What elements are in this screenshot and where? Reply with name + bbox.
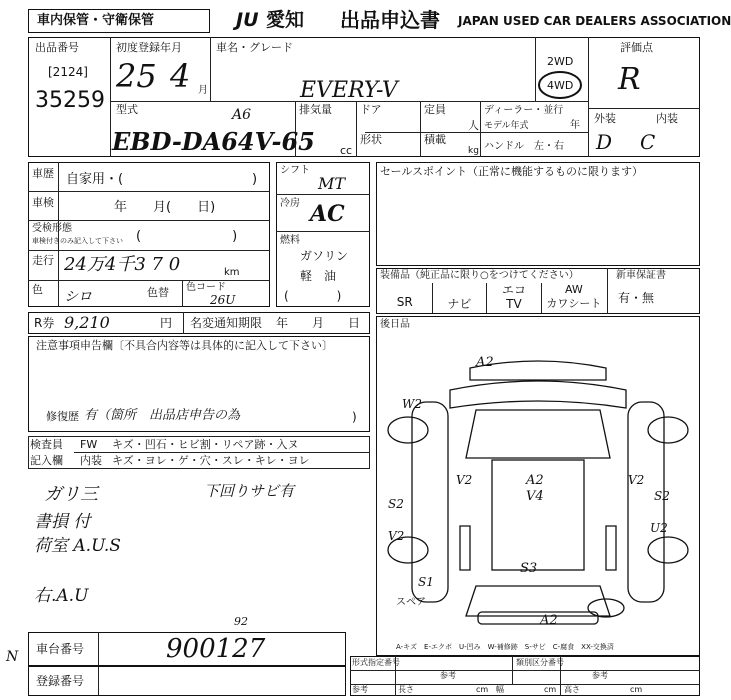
form-title: 出品申込書	[340, 8, 440, 32]
chassis-small: 92	[234, 615, 248, 628]
receipt-label: 受検形態	[32, 223, 72, 234]
reg-month-unit: 月	[198, 85, 208, 96]
car-label: 車名・グレード	[216, 41, 293, 54]
reg-label: 初度登録年月	[116, 41, 182, 54]
cc-unit: cc	[340, 144, 353, 157]
spec-width: 幅	[496, 685, 504, 694]
storage-stamp	[28, 9, 210, 33]
sales-point-label: セールスポイント（正常に機能するものに限ります）	[380, 165, 644, 178]
fuel-oil: 軽 油	[300, 269, 337, 283]
interior-check-label: 内装	[80, 454, 102, 467]
mileage-value: 24万4千3 7 0	[64, 254, 181, 275]
color-value: シロ	[64, 289, 92, 305]
note-line2: 書損 付	[34, 512, 91, 532]
history-close: )	[252, 172, 258, 187]
color-code-label: 色コード	[186, 282, 226, 293]
diag-u2: U2	[650, 521, 668, 535]
ac-label: 冷房	[280, 198, 300, 209]
lot-number: 35259	[35, 88, 105, 113]
equipment-items	[378, 283, 606, 313]
inspect-value: 年 月( 日)	[114, 200, 216, 215]
diag-s2-right: S2	[654, 489, 670, 503]
history-value: 自家用・(	[66, 172, 124, 187]
load-label: 積載	[424, 133, 446, 146]
year-unit: 年	[570, 120, 580, 131]
recycle-label: R券	[34, 316, 55, 330]
diag-v2-lower: V2	[388, 529, 405, 543]
recycle-value: 9,210	[64, 313, 110, 332]
diag-s3: S3	[520, 561, 538, 576]
org-name: 愛知	[266, 9, 305, 31]
storage-stamp-text: 車内保管・守衛保管	[37, 13, 155, 28]
shape-label: 形状	[360, 133, 382, 146]
handle-label: ハンドル 左・右	[484, 141, 564, 152]
note-line1: ガリ三	[44, 484, 98, 505]
lot-sub: [2124]	[48, 65, 88, 79]
shift-value: MT	[318, 174, 346, 193]
ju-logo: JU	[236, 9, 259, 31]
diag-a2-mid: A2	[526, 473, 544, 488]
checker-label: 検査員	[30, 438, 63, 451]
diag-a2-top: A2	[476, 355, 494, 370]
equip-aw: AW カワシート	[546, 283, 602, 310]
model-code: EBD-DA64V-65	[112, 127, 315, 156]
dealer-label: ディーラー・並行	[484, 105, 564, 116]
model-year-label: モデル年式	[484, 121, 529, 131]
chassis-mark: N	[6, 649, 19, 665]
association-name: JAPAN USED CAR DEALERS ASSOCIATION	[458, 14, 731, 28]
disp-label: 排気量	[299, 103, 332, 116]
interior-items: キズ・ヨレ・ゲ・穴・スレ・キレ・ヨレ	[112, 454, 310, 467]
fuel-gas: ガソリン	[300, 249, 349, 263]
car-name: EVERY-V	[300, 78, 398, 103]
ac-value: AC	[310, 201, 345, 227]
receipt-note: 車検付きのみ記入して下さい	[32, 237, 123, 245]
reg-year: 25	[116, 57, 157, 95]
spec-ref1: 参考	[440, 671, 456, 680]
door-label: ドア	[360, 103, 382, 116]
diag-spare: スペア	[396, 597, 426, 608]
mileage-label: 走行	[32, 254, 54, 267]
model-extra: A6	[232, 107, 252, 123]
spec-model-label: 形式指定番号	[352, 658, 400, 667]
spec-class-label: 類別区分番号	[516, 658, 564, 667]
recycle-yen: 円	[160, 316, 173, 330]
receipt-paren: ( )	[136, 229, 238, 244]
warranty-value: 有・無	[618, 291, 655, 305]
model-label: 型式	[116, 103, 138, 116]
register-label: 登録番号	[36, 674, 85, 688]
equip-navi: ナビ	[433, 283, 488, 313]
note-line1b: 下回りサビ有	[204, 482, 295, 500]
repair-close: )	[352, 410, 357, 424]
drive-circle	[535, 68, 585, 100]
equip-tv: エコ TV	[487, 283, 542, 313]
exterior-label: 外装	[594, 112, 616, 125]
spec-cm3: cm	[630, 685, 643, 694]
interior-label: 内装	[656, 112, 678, 125]
back-side-label: 後日品	[380, 319, 410, 330]
repair-value: 有（箇所 出品店申告の為	[84, 408, 241, 423]
spec-cm1: cm	[476, 685, 489, 694]
grade-value: R	[618, 62, 641, 97]
diag-w2: W2	[402, 397, 422, 411]
cap-label: 定員	[424, 103, 446, 116]
history-label: 車歴	[32, 167, 54, 180]
fuel-paren: ( )	[284, 289, 342, 303]
spec-height: 高さ	[564, 685, 580, 694]
diag-legend: A-キズ E-エクボ U-凹み W-補修跡 S-サビ C-腐食 XX-交換済	[396, 643, 614, 651]
grade-label: 評価点	[620, 41, 653, 54]
equip-sr: SR	[378, 283, 433, 313]
diag-s2-left: S2	[388, 497, 404, 511]
fuel-label: 燃料	[280, 235, 300, 246]
deadline-label: 名変通知期限	[190, 316, 263, 330]
shift-label: シフト	[280, 165, 310, 176]
notes-label: 注意事項申告欄〔不具合内容等は具体的に記入して下さい〕	[36, 339, 333, 352]
diag-v4: V4	[526, 489, 544, 504]
equipment-label: 装備品（純正品に限り○をつけてください）	[380, 270, 579, 281]
chassis-label: 車台番号	[36, 642, 85, 656]
interior-grade: C	[640, 130, 656, 154]
spec-cm2: cm	[544, 685, 557, 694]
inspect-label: 車検	[32, 196, 54, 209]
diag-v2-left: V2	[456, 473, 473, 487]
spec-ref2: 参考	[592, 671, 608, 680]
record-label: 記入欄	[30, 454, 63, 467]
diag-v2-right: V2	[628, 473, 645, 487]
diag-a2-bottom: A2	[540, 613, 558, 628]
drive-2wd: 2WD	[547, 55, 574, 68]
note-line4: 右.A.U	[34, 586, 89, 606]
chassis-value: 900127	[166, 634, 266, 664]
color-label: 色	[32, 283, 43, 296]
note-line3: 荷室 A.U.S	[34, 536, 121, 556]
km-unit: km	[224, 267, 240, 278]
color-code: 26U	[210, 293, 236, 307]
spec-ref3: 参考	[352, 685, 368, 694]
warranty-label: 新車保証書	[616, 270, 666, 281]
repair-label: 修復歴	[46, 410, 79, 423]
fw-label: FW	[80, 438, 98, 451]
lot-label: 出品番号	[35, 41, 79, 54]
exterior-grade: D	[596, 130, 613, 154]
deadline-value: 年 月 日	[276, 316, 361, 330]
fw-items: キズ・凹石・ヒビ割・リペア跡・入ヌ	[112, 438, 299, 451]
diag-s1: S1	[418, 575, 434, 589]
kg-unit: kg	[468, 146, 479, 156]
color-change: 色替	[147, 286, 169, 299]
spec-length: 長さ	[398, 685, 414, 694]
cap-unit: 人	[468, 119, 479, 132]
drive-4wd: 4WD	[547, 79, 574, 92]
reg-month: 4	[170, 57, 191, 95]
